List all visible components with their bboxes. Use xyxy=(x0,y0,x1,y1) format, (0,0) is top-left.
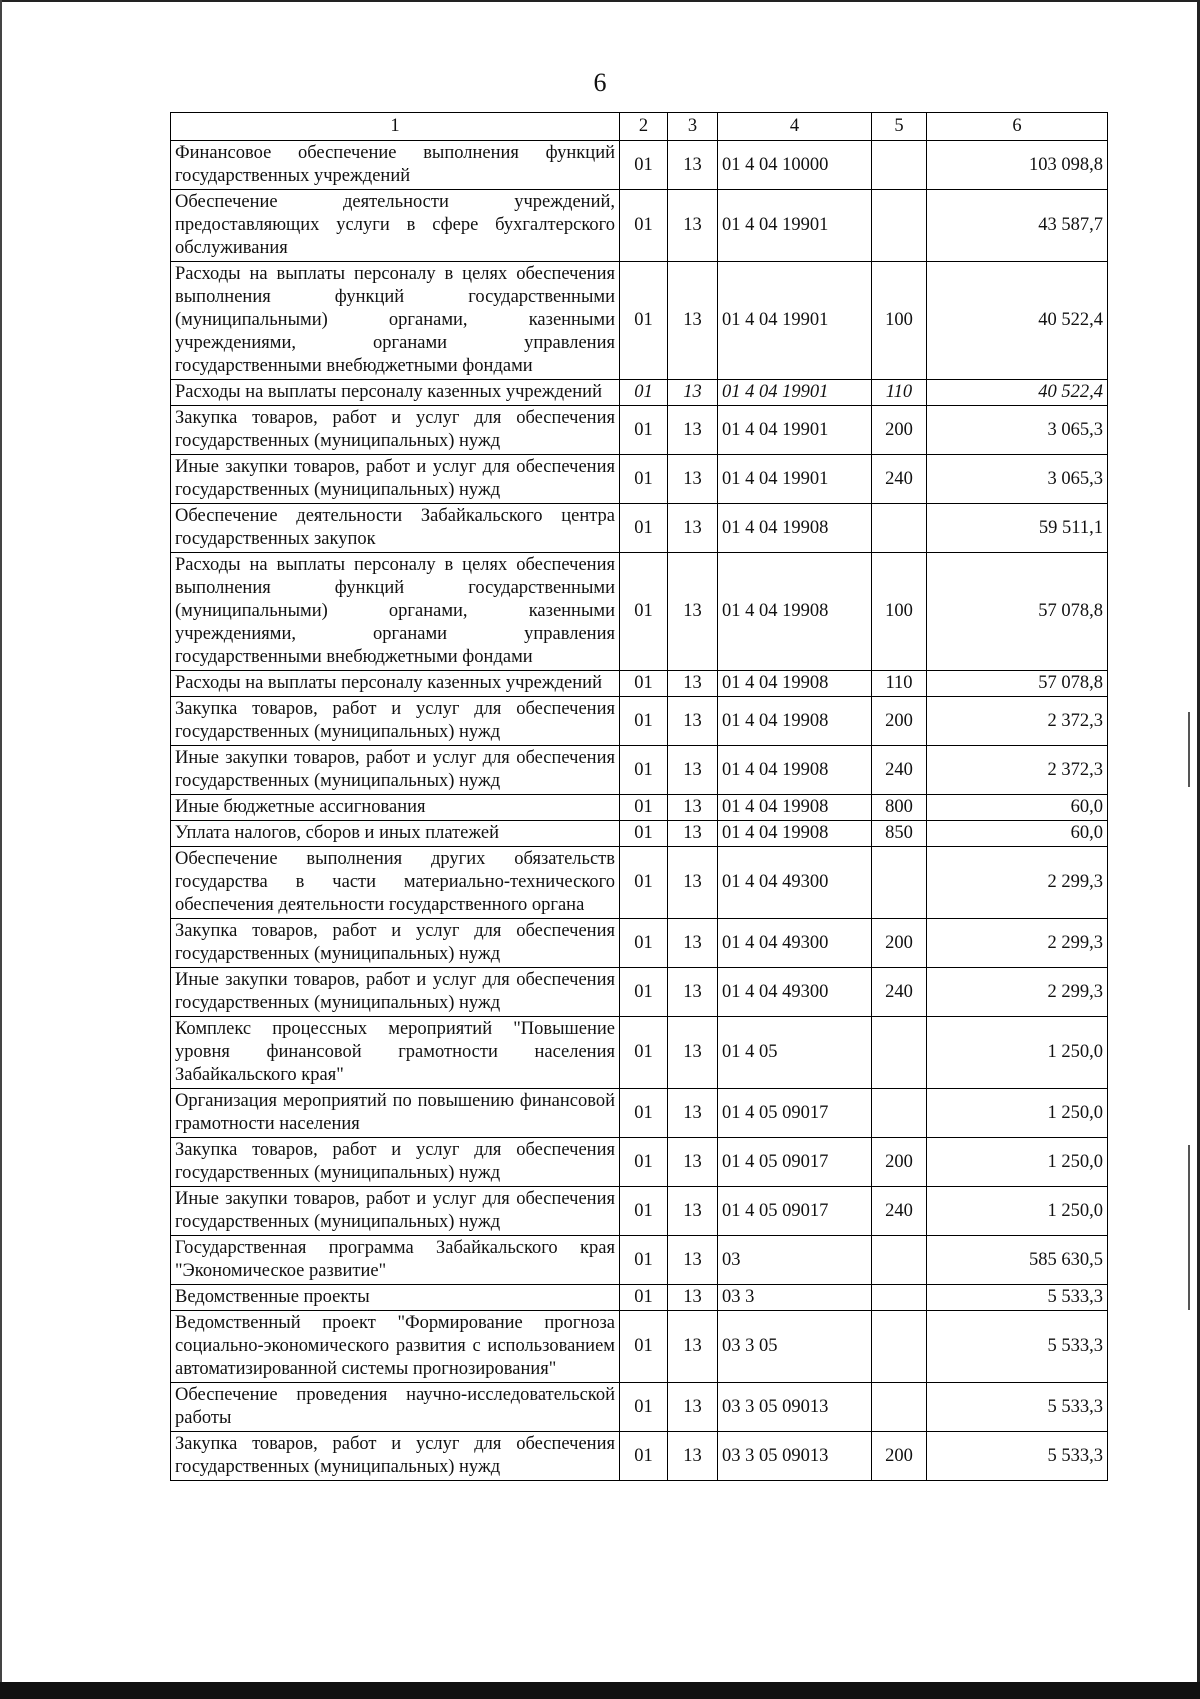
row-section-cell: 01 xyxy=(620,1311,668,1383)
row-sum-cell: 60,0 xyxy=(927,795,1108,821)
table-row xyxy=(171,455,1108,504)
row-subsection-cell: 13 xyxy=(668,1383,718,1432)
row-subsection-cell: 13 xyxy=(668,504,718,553)
row-code-cell: 01 4 04 19908 xyxy=(718,671,872,697)
row-subsection-cell: 13 xyxy=(668,553,718,671)
header-cell: 3 xyxy=(668,113,718,141)
row-name-cell: Расходы на выплаты персоналу в целях обеспечения выполнения функций государственными (муниципальными) органами, казенными учреждениями, органами управления государственными внебюджетными фондами xyxy=(171,553,620,671)
row-subsection-cell: 13 xyxy=(668,697,718,746)
row-subsection-cell: 13 xyxy=(668,1285,718,1311)
row-section-cell: 01 xyxy=(620,1432,668,1481)
row-name-cell: Комплекс процессных мероприятий "Повышение уровня финансовой грамотности населения Забайкальского края" xyxy=(171,1017,620,1089)
row-sum-cell: 57 078,8 xyxy=(927,553,1108,671)
row-type-cell: 240 xyxy=(872,968,927,1017)
table-row xyxy=(171,919,1108,968)
row-type-cell: 240 xyxy=(872,746,927,795)
row-code-cell: 01 4 04 19901 xyxy=(718,262,872,380)
row-subsection-cell: 13 xyxy=(668,1138,718,1187)
row-sum-cell: 5 533,3 xyxy=(927,1285,1108,1311)
row-type-cell: 200 xyxy=(872,919,927,968)
table-row xyxy=(171,1311,1108,1383)
row-name-cell: Обеспечение деятельности учреждений, предоставляющих услуги в сфере бухгалтерского обслуживания xyxy=(171,190,620,262)
row-section-cell: 01 xyxy=(620,847,668,919)
row-code-cell: 01 4 04 49300 xyxy=(718,847,872,919)
row-sum-cell: 103 098,8 xyxy=(927,141,1108,190)
row-section-cell: 01 xyxy=(620,406,668,455)
scan-artifact-mark xyxy=(1188,712,1190,787)
row-sum-cell: 1 250,0 xyxy=(927,1017,1108,1089)
row-name-cell: Иные закупки товаров, работ и услуг для обеспечения государственных (муниципальных) нужд xyxy=(171,1187,620,1236)
row-type-cell xyxy=(872,141,927,190)
row-section-cell: 01 xyxy=(620,1236,668,1285)
row-type-cell: 850 xyxy=(872,821,927,847)
row-name-cell: Ведомственные проекты xyxy=(171,1285,620,1311)
header-cell: 6 xyxy=(927,113,1108,141)
row-type-cell xyxy=(872,1383,927,1432)
row-subsection-cell: 13 xyxy=(668,746,718,795)
row-name-cell: Закупка товаров, работ и услуг для обеспечения государственных (муниципальных) нужд xyxy=(171,1432,620,1481)
row-sum-cell: 2 299,3 xyxy=(927,968,1108,1017)
row-subsection-cell: 13 xyxy=(668,847,718,919)
row-code-cell: 01 4 04 19908 xyxy=(718,504,872,553)
row-sum-cell: 585 630,5 xyxy=(927,1236,1108,1285)
row-section-cell: 01 xyxy=(620,1187,668,1236)
row-code-cell: 03 3 05 09013 xyxy=(718,1383,872,1432)
row-sum-cell: 3 065,3 xyxy=(927,406,1108,455)
row-code-cell: 01 4 04 19908 xyxy=(718,553,872,671)
header-cell: 2 xyxy=(620,113,668,141)
row-subsection-cell: 13 xyxy=(668,1187,718,1236)
row-type-cell: 110 xyxy=(872,380,927,406)
row-section-cell: 01 xyxy=(620,1089,668,1138)
row-sum-cell: 2 372,3 xyxy=(927,746,1108,795)
row-subsection-cell: 13 xyxy=(668,1236,718,1285)
row-sum-cell: 2 299,3 xyxy=(927,919,1108,968)
row-subsection-cell: 13 xyxy=(668,1432,718,1481)
row-section-cell: 01 xyxy=(620,380,668,406)
row-sum-cell: 2 299,3 xyxy=(927,847,1108,919)
row-subsection-cell: 13 xyxy=(668,1311,718,1383)
row-code-cell: 01 4 05 09017 xyxy=(718,1187,872,1236)
table-row xyxy=(171,968,1108,1017)
row-type-cell: 200 xyxy=(872,697,927,746)
row-sum-cell: 1 250,0 xyxy=(927,1138,1108,1187)
row-subsection-cell: 13 xyxy=(668,1089,718,1138)
row-type-cell: 100 xyxy=(872,262,927,380)
row-section-cell: 01 xyxy=(620,553,668,671)
table-row xyxy=(171,1138,1108,1187)
row-name-cell: Иные бюджетные ассигнования xyxy=(171,795,620,821)
row-section-cell: 01 xyxy=(620,697,668,746)
row-sum-cell: 3 065,3 xyxy=(927,455,1108,504)
table-row xyxy=(171,746,1108,795)
row-sum-cell: 43 587,7 xyxy=(927,190,1108,262)
row-code-cell: 03 3 xyxy=(718,1285,872,1311)
row-section-cell: 01 xyxy=(620,746,668,795)
row-sum-cell: 5 533,3 xyxy=(927,1311,1108,1383)
row-code-cell: 01 4 04 19901 xyxy=(718,406,872,455)
row-name-cell: Закупка товаров, работ и услуг для обеспечения государственных (муниципальных) нужд xyxy=(171,1138,620,1187)
row-section-cell: 01 xyxy=(620,504,668,553)
row-name-cell: Государственная программа Забайкальского края "Экономическое развитие" xyxy=(171,1236,620,1285)
table-row xyxy=(171,821,1108,847)
scan-edge-bottom xyxy=(0,1682,1200,1699)
row-section-cell: 01 xyxy=(620,262,668,380)
table-row xyxy=(171,1236,1108,1285)
row-section-cell: 01 xyxy=(620,919,668,968)
row-subsection-cell: 13 xyxy=(668,968,718,1017)
row-name-cell: Закупка товаров, работ и услуг для обеспечения государственных (муниципальных) нужд xyxy=(171,919,620,968)
table-row xyxy=(171,141,1108,190)
row-section-cell: 01 xyxy=(620,455,668,504)
row-code-cell: 01 4 04 19901 xyxy=(718,455,872,504)
table-row xyxy=(171,504,1108,553)
row-name-cell: Ведомственный проект "Формирование прогноза социально-экономического развития с использованием автоматизированной системы прогнозирования" xyxy=(171,1311,620,1383)
page-number: 6 xyxy=(593,68,607,97)
row-sum-cell: 1 250,0 xyxy=(927,1187,1108,1236)
table-row xyxy=(171,380,1108,406)
row-code-cell: 01 4 04 49300 xyxy=(718,968,872,1017)
row-subsection-cell: 13 xyxy=(668,795,718,821)
row-subsection-cell: 13 xyxy=(668,455,718,504)
table-header xyxy=(171,113,1108,141)
row-code-cell: 01 4 05 09017 xyxy=(718,1089,872,1138)
table-row xyxy=(171,1089,1108,1138)
row-sum-cell: 1 250,0 xyxy=(927,1089,1108,1138)
row-type-cell xyxy=(872,1285,927,1311)
row-subsection-cell: 13 xyxy=(668,1017,718,1089)
row-code-cell: 01 4 04 19901 xyxy=(718,380,872,406)
row-code-cell: 01 4 04 49300 xyxy=(718,919,872,968)
row-type-cell: 200 xyxy=(872,1432,927,1481)
row-name-cell: Организация мероприятий по повышению финансовой грамотности населения xyxy=(171,1089,620,1138)
table-row xyxy=(171,671,1108,697)
row-type-cell xyxy=(872,1311,927,1383)
row-code-cell: 03 xyxy=(718,1236,872,1285)
row-sum-cell: 40 522,4 xyxy=(927,262,1108,380)
row-subsection-cell: 13 xyxy=(668,821,718,847)
row-code-cell: 01 4 04 19908 xyxy=(718,746,872,795)
row-sum-cell: 60,0 xyxy=(927,821,1108,847)
row-section-cell: 01 xyxy=(620,1285,668,1311)
scan-edge-top xyxy=(0,0,1200,2)
row-code-cell: 03 3 05 09013 xyxy=(718,1432,872,1481)
scan-artifact-mark xyxy=(1188,1145,1190,1310)
header-row xyxy=(171,113,1108,141)
row-name-cell: Расходы на выплаты персоналу казенных учреждений xyxy=(171,671,620,697)
row-section-cell: 01 xyxy=(620,1017,668,1089)
row-name-cell: Обеспечение проведения научно-исследовательской работы xyxy=(171,1383,620,1432)
row-section-cell: 01 xyxy=(620,795,668,821)
row-code-cell: 01 4 05 xyxy=(718,1017,872,1089)
row-name-cell: Иные закупки товаров, работ и услуг для обеспечения государственных (муниципальных) нужд xyxy=(171,968,620,1017)
row-code-cell: 03 3 05 xyxy=(718,1311,872,1383)
row-subsection-cell: 13 xyxy=(668,671,718,697)
row-type-cell: 100 xyxy=(872,553,927,671)
row-type-cell xyxy=(872,1017,927,1089)
row-sum-cell: 57 078,8 xyxy=(927,671,1108,697)
table-row xyxy=(171,406,1108,455)
row-name-cell: Обеспечение выполнения других обязательств государства в части материально-технического обеспечения деятельности государственного органа xyxy=(171,847,620,919)
row-section-cell: 01 xyxy=(620,141,668,190)
row-sum-cell: 2 372,3 xyxy=(927,697,1108,746)
row-sum-cell: 5 533,3 xyxy=(927,1383,1108,1432)
row-code-cell: 01 4 04 19908 xyxy=(718,697,872,746)
header-cell: 5 xyxy=(872,113,927,141)
header-cell: 4 xyxy=(718,113,872,141)
row-code-cell: 01 4 04 19908 xyxy=(718,821,872,847)
row-name-cell: Финансовое обеспечение выполнения функций государственных учреждений xyxy=(171,141,620,190)
row-type-cell xyxy=(872,1089,927,1138)
budget-table xyxy=(170,112,1108,1481)
row-section-cell: 01 xyxy=(620,1383,668,1432)
row-type-cell xyxy=(872,504,927,553)
row-type-cell: 240 xyxy=(872,455,927,504)
row-type-cell xyxy=(872,847,927,919)
row-sum-cell: 40 522,4 xyxy=(927,380,1108,406)
row-type-cell xyxy=(872,1236,927,1285)
table-row xyxy=(171,262,1108,380)
row-code-cell: 01 4 04 19908 xyxy=(718,795,872,821)
row-section-cell: 01 xyxy=(620,1138,668,1187)
row-sum-cell: 59 511,1 xyxy=(927,504,1108,553)
row-subsection-cell: 13 xyxy=(668,190,718,262)
row-name-cell: Иные закупки товаров, работ и услуг для обеспечения государственных (муниципальных) нужд xyxy=(171,746,620,795)
row-type-cell: 110 xyxy=(872,671,927,697)
row-subsection-cell: 13 xyxy=(668,919,718,968)
scan-edge-left xyxy=(0,0,2,1699)
row-code-cell: 01 4 04 10000 xyxy=(718,141,872,190)
header-cell: 1 xyxy=(171,113,620,141)
table-row xyxy=(171,1017,1108,1089)
row-section-cell: 01 xyxy=(620,671,668,697)
row-name-cell: Закупка товаров, работ и услуг для обеспечения государственных (муниципальных) нужд xyxy=(171,406,620,455)
row-subsection-cell: 13 xyxy=(668,141,718,190)
row-section-cell: 01 xyxy=(620,821,668,847)
table-row xyxy=(171,795,1108,821)
table-row xyxy=(171,1285,1108,1311)
row-type-cell: 200 xyxy=(872,406,927,455)
row-name-cell: Расходы на выплаты персоналу в целях обеспечения выполнения функций государственными (муниципальными) органами, казенными учреждениями, органами управления государственными внебюджетными фондами xyxy=(171,262,620,380)
row-section-cell: 01 xyxy=(620,968,668,1017)
table-body xyxy=(171,141,1108,1481)
table-row xyxy=(171,847,1108,919)
row-sum-cell: 5 533,3 xyxy=(927,1432,1108,1481)
row-name-cell: Закупка товаров, работ и услуг для обеспечения государственных (муниципальных) нужд xyxy=(171,697,620,746)
row-name-cell: Обеспечение деятельности Забайкальского центра государственных закупок xyxy=(171,504,620,553)
table-row xyxy=(171,697,1108,746)
table-row xyxy=(171,190,1108,262)
row-name-cell: Расходы на выплаты персоналу казенных учреждений xyxy=(171,380,620,406)
row-subsection-cell: 13 xyxy=(668,262,718,380)
row-name-cell: Иные закупки товаров, работ и услуг для обеспечения государственных (муниципальных) нужд xyxy=(171,455,620,504)
row-subsection-cell: 13 xyxy=(668,406,718,455)
row-code-cell: 01 4 05 09017 xyxy=(718,1138,872,1187)
row-type-cell: 200 xyxy=(872,1138,927,1187)
row-name-cell: Уплата налогов, сборов и иных платежей xyxy=(171,821,620,847)
table-row xyxy=(171,553,1108,671)
row-type-cell xyxy=(872,190,927,262)
row-subsection-cell: 13 xyxy=(668,380,718,406)
row-type-cell: 240 xyxy=(872,1187,927,1236)
table-row xyxy=(171,1187,1108,1236)
row-type-cell: 800 xyxy=(872,795,927,821)
row-section-cell: 01 xyxy=(620,190,668,262)
row-code-cell: 01 4 04 19901 xyxy=(718,190,872,262)
table-row xyxy=(171,1383,1108,1432)
table-row xyxy=(171,1432,1108,1481)
